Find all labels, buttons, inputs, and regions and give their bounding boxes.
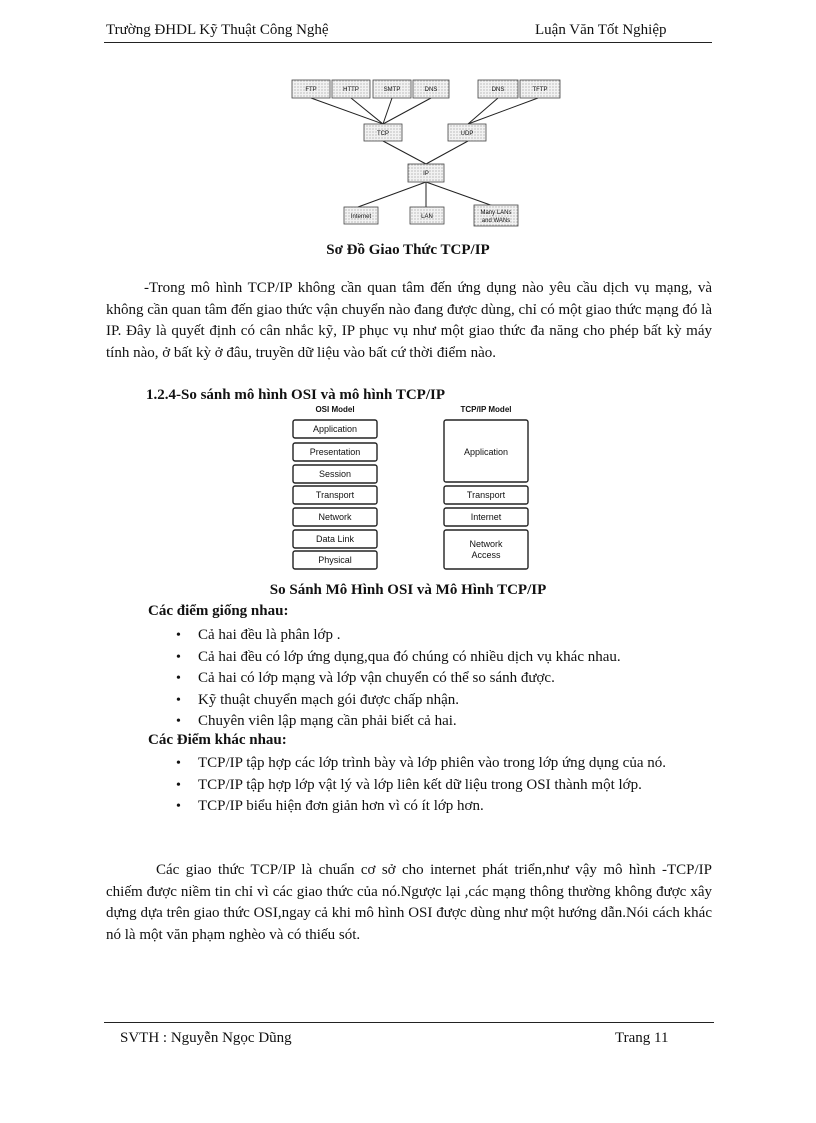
label-udp: UDP	[460, 131, 474, 137]
list-item: • Kỹ thuật chuyển mạch gói được chấp nhận.	[170, 690, 715, 712]
osi-label-session: Session	[318, 469, 352, 479]
label-http: HTTP	[343, 87, 359, 93]
list-item: • Chuyên viên lập mạng cần phải biết cả hai.	[170, 711, 715, 733]
similarities-list	[170, 625, 715, 733]
footer-rule	[104, 1022, 714, 1023]
osi-model-title: OSI Model	[315, 405, 355, 414]
list-item: • Cả hai đều có lớp ứng dụng,qua đó chúng có nhiều dịch vụ khác nhau.	[170, 647, 715, 669]
list-item: • TCP/IP biểu hiện đơn giản hơn vì có ít lớp hơn.	[170, 796, 715, 818]
tcp-label-internet: Internet	[470, 512, 502, 522]
osi-label-presentation: Presentation	[309, 447, 361, 457]
list-item: • TCP/IP tập hợp các lớp trình bày và lớp phiên vào trong lớp ứng dụng của nó.	[170, 753, 715, 775]
list-item: • TCP/IP tập hợp lớp vật lý và lớp liên kết dữ liệu trong OSI thành một lớp.	[170, 775, 715, 797]
footer-author: SVTH : Nguyễn Ngọc Dũng	[120, 1030, 292, 1046]
paragraph-conclusion: Các giao thức TCP/IP là chuẩn cơ sở cho internet phát triển,như vậy mô hình -TCP/IP chiếm được niềm tin chỉ vì các giao thức của nó.Ngược lại ,các mạng thông thường không được xây dựng dựa trên giao thức OSI,ngay cả khi mô hình OSI được dùng như một hướng dẫn.Nói cách khác nó là một văn phạm nghèo và có thiếu sót.	[106, 862, 712, 943]
label-tftp: TFTP	[532, 87, 548, 93]
osi-label-physical: Physical	[318, 555, 352, 565]
osi-label-transport: Transport	[315, 490, 355, 500]
header-school: Trường ĐHDL Kỹ Thuật Công Nghệ	[106, 22, 329, 38]
list-item: • Cả hai đều là phân lớp .	[170, 625, 715, 647]
label-and-wans: and WANs	[481, 218, 511, 224]
osi-label-application: Application	[312, 424, 358, 434]
list-item: • Cả hai có lớp mạng và lớp vận chuyển có thể so sánh được.	[170, 668, 715, 690]
comparison-caption: So Sánh Mô Hình OSI và Mô Hình TCP/IP	[269, 582, 547, 598]
differences-heading: Các Điểm khác nhau:	[148, 732, 287, 748]
tcpip-model-title: TCP/IP Model	[460, 405, 512, 414]
tcp-label-access: Access	[471, 550, 501, 560]
osi-label-datalink: Data Link	[315, 534, 355, 544]
section-title: 1.2.4-So sánh mô hình OSI và mô hình TCP/IP	[146, 387, 445, 403]
tcp-label-network: Network	[469, 539, 503, 549]
label-dns-2: DNS	[491, 87, 505, 93]
label-many-lans: Many LANs	[480, 210, 512, 216]
diagram-connectors	[311, 98, 538, 207]
label-internet: Internet	[350, 214, 372, 220]
label-lan: LAN	[421, 214, 433, 220]
similarities-heading: Các điểm giống nhau:	[148, 603, 289, 619]
header-rule	[104, 42, 712, 43]
label-ftp: FTP	[305, 87, 317, 93]
label-ip: IP	[423, 171, 429, 177]
label-dns-1: DNS	[424, 87, 438, 93]
header-thesis: Luận Văn Tốt Nghiệp	[535, 22, 667, 38]
paragraph-intro: -Trong mô hình TCP/IP không cần quan tâm đến ứng dụng nào yêu cầu dịch vụ mạng, và không cần quan tâm đến giao thức vận chuyển nào đang được dùng, chỉ có một giao thức mạng đó là IP. Đây là quyết định có cân nhắc kỹ, IP phục vụ như một giao thức đa năng cho phép bất kỳ máy tính nào, ở bất kỳ ở đâu, truyền dữ liệu vào bất cứ thời điểm nào.	[106, 280, 712, 361]
tcpip-protocol-diagram	[288, 74, 588, 234]
tcp-label-transport: Transport	[466, 490, 506, 500]
osi-label-network: Network	[318, 512, 352, 522]
footer-page-number: Trang 11	[615, 1030, 669, 1046]
differences-list	[170, 753, 715, 818]
label-smtp: SMTP	[383, 87, 401, 93]
tcp-label-application: Application	[463, 447, 509, 457]
protocol-diagram-caption: Sơ Đồ Giao Thức TCP/IP	[326, 242, 490, 258]
osi-tcpip-comparison-diagram	[290, 404, 540, 574]
label-tcp: TCP	[377, 131, 389, 137]
